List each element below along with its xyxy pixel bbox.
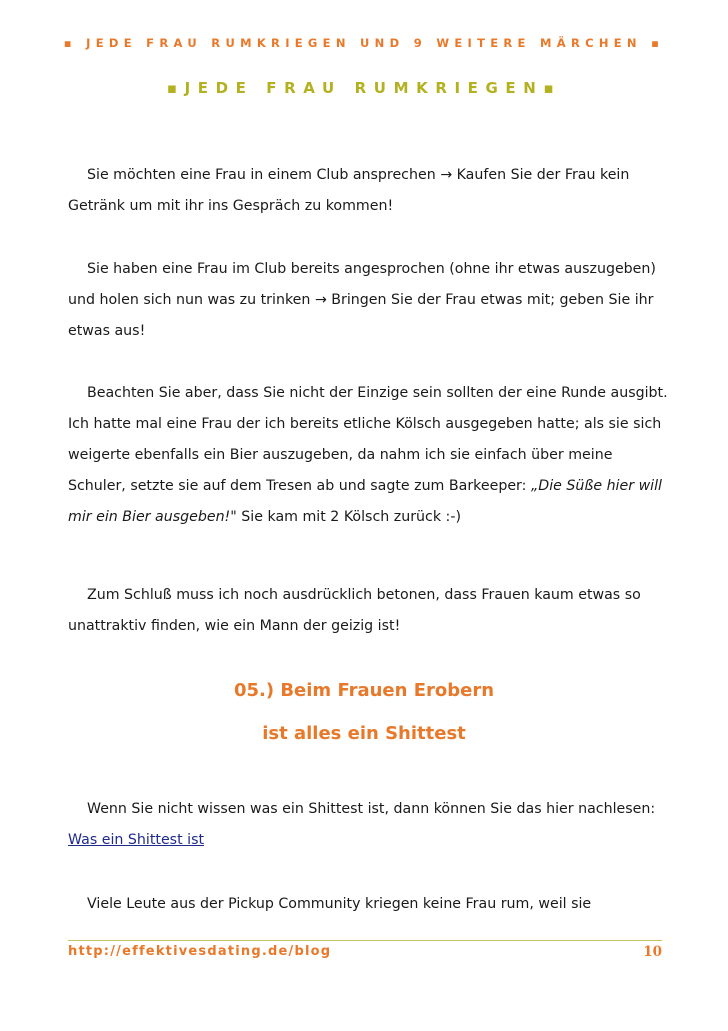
paragraph-3-end: Sie kam mit 2 Kölsch zurück :-)	[236, 509, 461, 525]
paragraph-6	[68, 889, 668, 920]
paragraph-2-text: Sie haben eine Frau im Club bereits angesprochen (ohne ihr etwas auszugeben) und holen sich nun was zu trinken → Bringen Sie der Frau etwas mit; geben Sie ihr etwas aus!	[68, 261, 656, 339]
chapter-header: ▪JEDE FRAU RUMKRIEGEN▪	[166, 79, 562, 97]
paragraph-4-text: Zum Schluß muss ich noch ausdrücklich betonen, dass Frauen kaum etwas so unattraktiv finden, wie ein Mann der geizig ist!	[68, 587, 641, 634]
section-title-line-2: ist alles ein Shittest	[262, 723, 466, 744]
paragraph-1	[68, 160, 668, 222]
section-title-line-1: 05.) Beim Frauen Erobern	[233, 680, 495, 701]
footer-divider	[68, 940, 662, 941]
footer-url: http://effektivesdating.de/blog	[68, 944, 332, 959]
paragraph-4	[68, 580, 668, 642]
paragraph-6-text: Viele Leute aus der Pickup Community kriegen keine Frau rum, weil sie	[87, 896, 592, 912]
paragraph-5	[68, 794, 668, 856]
shittest-link[interactable]: Was ein Shittest ist	[68, 832, 205, 848]
paragraph-5-text: Wenn Sie nicht wissen was ein Shittest ist, dann können Sie das hier nachlesen:	[87, 801, 656, 817]
paragraph-3-text: Beachten Sie aber, dass Sie nicht der Einzige sein sollten der eine Runde ausgibt. Ich hatte mal eine Frau der ich bereits etliche Kölsch ausgegeben hatte; als sie sich weigerte ebenfalls ein Bier auszugeben, da nahm ich sie einfach über meine Schuler, setzte sie auf dem Tresen ab und sagte zum Barkeeper:	[68, 385, 668, 494]
barkeeper-quote: „Die Süße hier will mir ein Bier ausgeben!"	[68, 478, 662, 525]
paragraph-3	[68, 378, 668, 533]
paragraph-2	[68, 254, 668, 347]
page-number: 10	[643, 944, 662, 960]
running-header: ▪ JEDE FRAU RUMKRIEGEN UND 9 WEITERE MÄRCHEN ▪	[63, 36, 665, 50]
paragraph-1-text: Sie möchten eine Frau in einem Club ansprechen → Kaufen Sie der Frau kein Getränk um mit ihr ins Gespräch zu kommen!	[68, 167, 630, 214]
